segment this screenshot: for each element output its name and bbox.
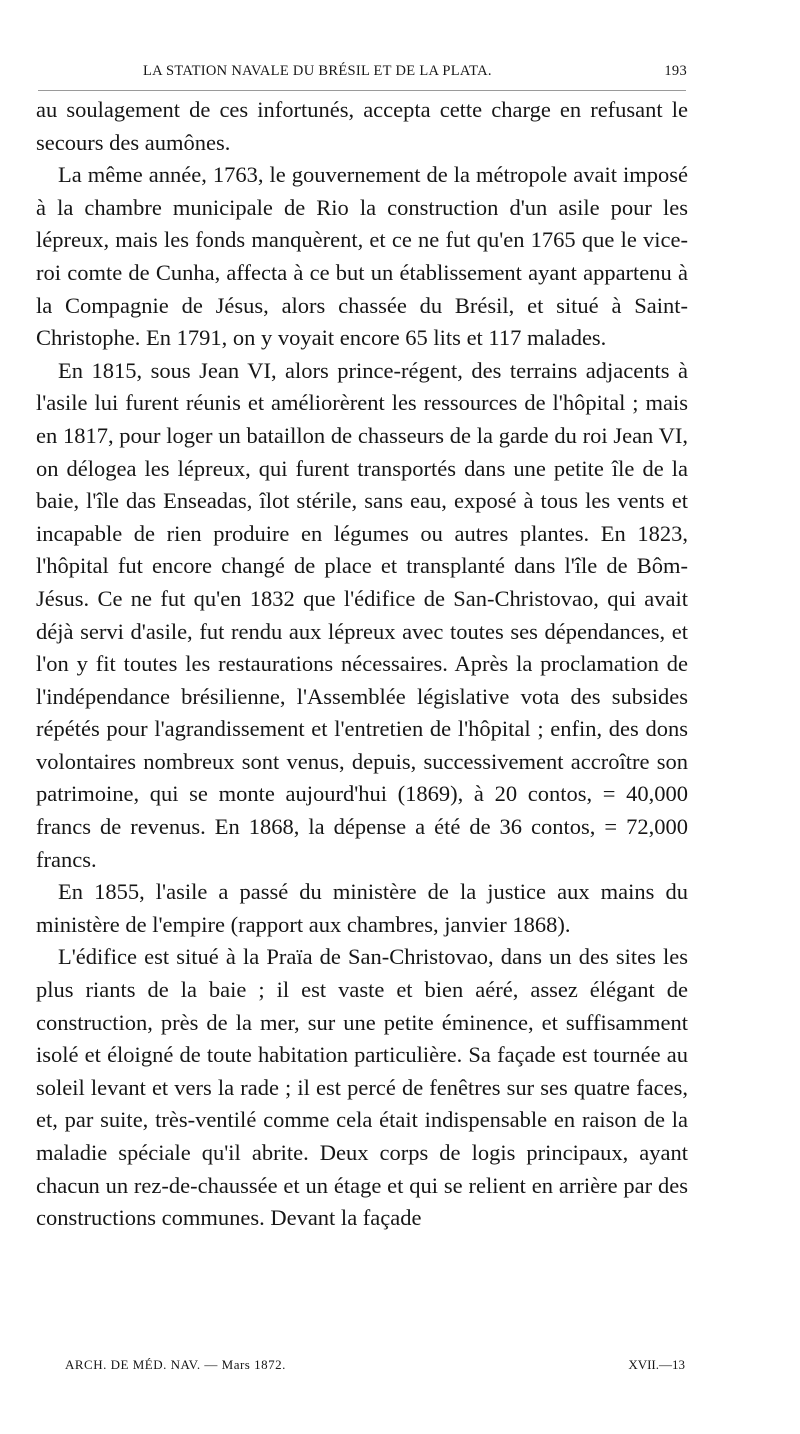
header-rule	[38, 90, 686, 91]
footer-signature: ARCH. DE MÉD. NAV. — Mars 1872.	[65, 1357, 286, 1372]
paragraph: L'édifice est situé à la Praïa de San-Christovao, dans un des sites les plus riants de la baie ; il est vaste et bien aéré, assez élégant de construction, près de la mer, sur une petite éminence, et suffisamment isolé et éloigné de toute habitation particulière. Sa façade est tournée au soleil levant et vers la rade ; il est percé de fenêtres sur ses quatre faces, et, par suite, très-ventilé comme cela était indispensable en raison de la maladie spéciale qu'il abrite. Deux corps de logis principaux, ayant chacun un rez-de-chaussée et un étage et qui se relient en arrière par des constructions communes. Devant la façade	[36, 944, 688, 1231]
page-number: 193	[664, 63, 687, 79]
body-text	[36, 94, 688, 1235]
footer-sheet-mark: XVII.—13	[628, 1357, 685, 1372]
paragraph-continued: au soulagement de ces infortunés, accepta cette charge en refusant le secours des aumônes.	[36, 97, 688, 155]
paragraph: En 1855, l'asile a passé du ministère de la justice aux mains du ministère de l'empire (rapport aux chambres, janvier 1868).	[36, 879, 688, 937]
paragraph: La même année, 1763, le gouvernement de la métropole avait imposé à la chambre municipale de Rio la construction d'un asile pour les lépreux, mais les fonds manquèrent, et ce ne fut qu'en 1765 que le vice-roi comte de Cunha, affecta à ce but un établissement ayant appartenu à la Compagnie de Jésus, alors chassée du Brésil, et situé à Saint-Christophe. En 1791, on y voyait encore 65 lits et 117 malades.	[36, 162, 688, 351]
running-title: LA STATION NAVALE DU BRÉSIL ET DE LA PLATA.	[143, 63, 492, 79]
paragraph: En 1815, sous Jean VI, alors prince-régent, des terrains adjacents à l'asile lui furent réunis et améliorèrent les ressources de l'hôpital ; mais en 1817, pour loger un bataillon de chasseurs de la garde du roi Jean VI, on délogea les lépreux, qui furent transportés dans une petite île de la baie, l'île das Enseadas, îlot stérile, sans eau, exposé à tous les vents et incapable de rien produire en légumes ou autres plantes. En 1823, l'hôpital fut encore changé de place et transplanté dans l'île de Bôm-Jésus. Ce ne fut qu'en 1832 que l'édifice de San-Christovao, qui avait déjà servi d'asile, fut rendu aux lépreux avec toutes ses dépendances, et l'on y fit toutes les restaurations nécessaires. Après la proclamation de l'indépendance brésilienne, l'Assemblée législative vota des subsides répétés pour l'agrandissement et l'entretien de l'hôpital ; enfin, des dons volontaires nombreux sont venus, depuis, successivement accroître son patrimoine, qui se monte aujourd'hui (1869), à 20 contos, = 40,000 francs de revenus. En 1868, la dépense a été de 36 contos, = 72,000 francs.	[36, 357, 688, 872]
